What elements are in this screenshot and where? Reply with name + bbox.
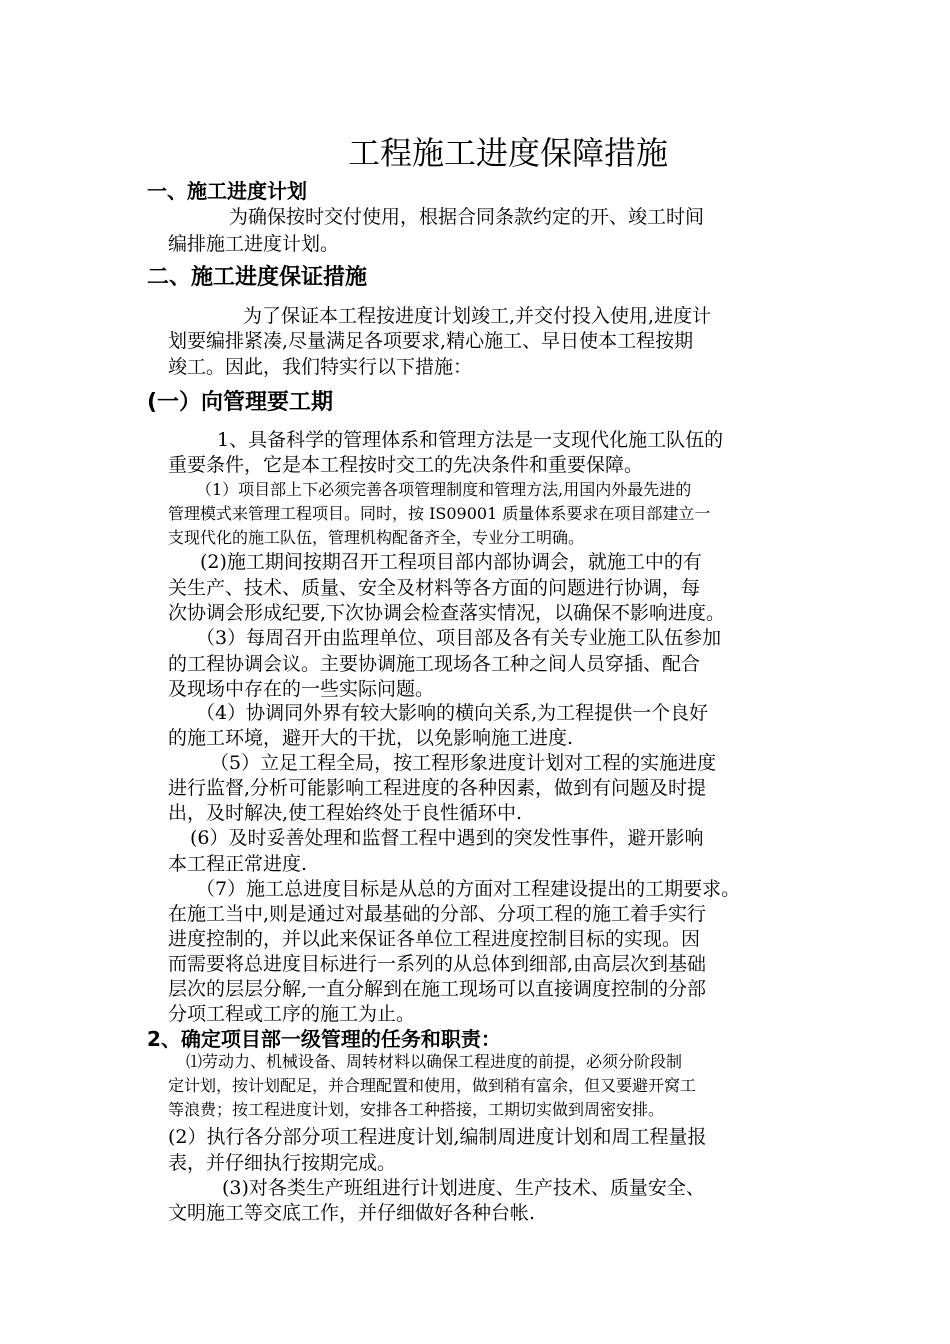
item-7-line: 在施工当中,则是通过对最基础的分部、分项工程的施工着手实行 <box>168 903 707 925</box>
paragraph-line: 1、具备科学的管理体系和管理方法是一支现代化施工队伍的 <box>217 429 724 451</box>
duty-1-line: 定计划，按计划配足，并合理配置和使用，做到稍有富余，但又要避开窝工 <box>168 1076 697 1095</box>
item-6-line: 本工程正常进度. <box>168 853 308 875</box>
section-1-heading: 一、施工进度计划 <box>147 179 307 203</box>
page-title: 工程施工进度保障措施 <box>348 134 669 172</box>
item-1-line: （1）项目部上下必须完善各项管理制度和管理方法,用国内外最先进的 <box>196 480 692 499</box>
section-2-line: 竣工。因此，我们特实行以下措施： <box>168 356 473 378</box>
item-7-line: 而需要将总进度目标进行一系列的从总体到细部,由高层次到基础 <box>168 953 707 975</box>
item-5-line: （5）立足工程全局，按工程形象进度计划对工程的实施进度 <box>210 752 717 774</box>
item-4-line: 的施工环境，避开大的干扰，以免影响施工进度. <box>168 727 574 749</box>
section-2-heading: 二、施工进度保证措施 <box>147 265 368 290</box>
paragraph-line: 重要条件，它是本工程按时交工的先决条件和重要保障。 <box>168 454 644 476</box>
duty-2-line: 表，并仔细执行按期完成。 <box>168 1152 397 1174</box>
item-3-line: 及现场中存在的一些实际问题。 <box>168 678 435 700</box>
item-3-line: 的工程协调会议。主要协调施工现场各工种之间人员穿插、配合 <box>168 653 701 675</box>
item-2-line: 次协调会形成纪要,下次协调会检查落实情况，以确保不影响进度。 <box>168 602 726 624</box>
duty-2-line: (2）执行各分部分项工程进度计划,编制周进度计划和周工程量报 <box>168 1126 707 1148</box>
item-3-line: （3）每周召开由监理单位、项目部及各有关专业施工队伍参加 <box>196 627 722 649</box>
subsection-2-heading: 2、确定项目部一级管理的任务和职责： <box>147 1027 501 1051</box>
item-7-line: 层次的层层分解,一直分解到在施工现场可以直接调度控制的分部 <box>168 978 707 1000</box>
section-2-line: 为了保证本工程按进度计划竣工,并交付投入使用,进度计 <box>243 305 712 327</box>
item-1-line: 支现代化的施工队伍，管理机构配备齐全，专业分工明确。 <box>168 528 585 547</box>
item-5-line: 进行监督,分析可能影响工程进度的各种因素，做到有问题及时提 <box>168 777 707 799</box>
section-1-line: 为确保按时交付使用，根据合同条款约定的开、竣工时间 <box>229 206 705 228</box>
duty-3-line: (3)对各类生产班组进行计划进度、生产技术、质量安全、 <box>222 1177 705 1199</box>
duty-1-line: ⑴劳动力、机械设备、周转材料以确保工程进度的前提，必须分阶段制 <box>186 1052 683 1071</box>
item-4-line: （4）协调同外界有较大影响的横向关系,为工程提供一个良好 <box>196 702 709 724</box>
item-2-line: 关生产、技术、质量、安全及材料等各方面的问题进行协调，每 <box>168 577 701 599</box>
duty-1-line: 等浪费；按工程进度计划，安排各工种搭接，工期切实做到周密安排。 <box>168 1100 665 1119</box>
item-7-line: 进度控制的，并以此来保证各单位工程进度控制目标的实现。因 <box>168 928 701 950</box>
item-2-line: (2)施工期间按期召开工程项目部内部协调会，就施工中的有 <box>200 551 702 573</box>
subsection-1-heading: (一）向管理要工期 <box>147 390 334 415</box>
section-1-line: 编排施工进度计划。 <box>168 233 340 255</box>
item-1-line: 管理模式来管理工程项目。同时，按 IS09001 质量体系要求在项目部建立一 <box>168 504 711 523</box>
item-7-line: 分项工程或工序的施工为止。 <box>168 1003 416 1025</box>
item-6-line: (6）及时妥善处理和监督工程中遇到的突发性事件，避开影响 <box>190 827 704 849</box>
item-5-line: 出，及时解决,使工程始终处于良性循环中. <box>168 802 523 824</box>
duty-3-line: 文明施工等交底工作，并仔细做好各种台帐. <box>168 1202 536 1224</box>
item-7-line: （7）施工总进度目标是从总的方面对工程建设提出的工期要求。 <box>196 878 741 900</box>
section-2-line: 划要编排紧凑,尽量满足各项要求,精心施工、早日使本工程按期 <box>168 330 694 352</box>
